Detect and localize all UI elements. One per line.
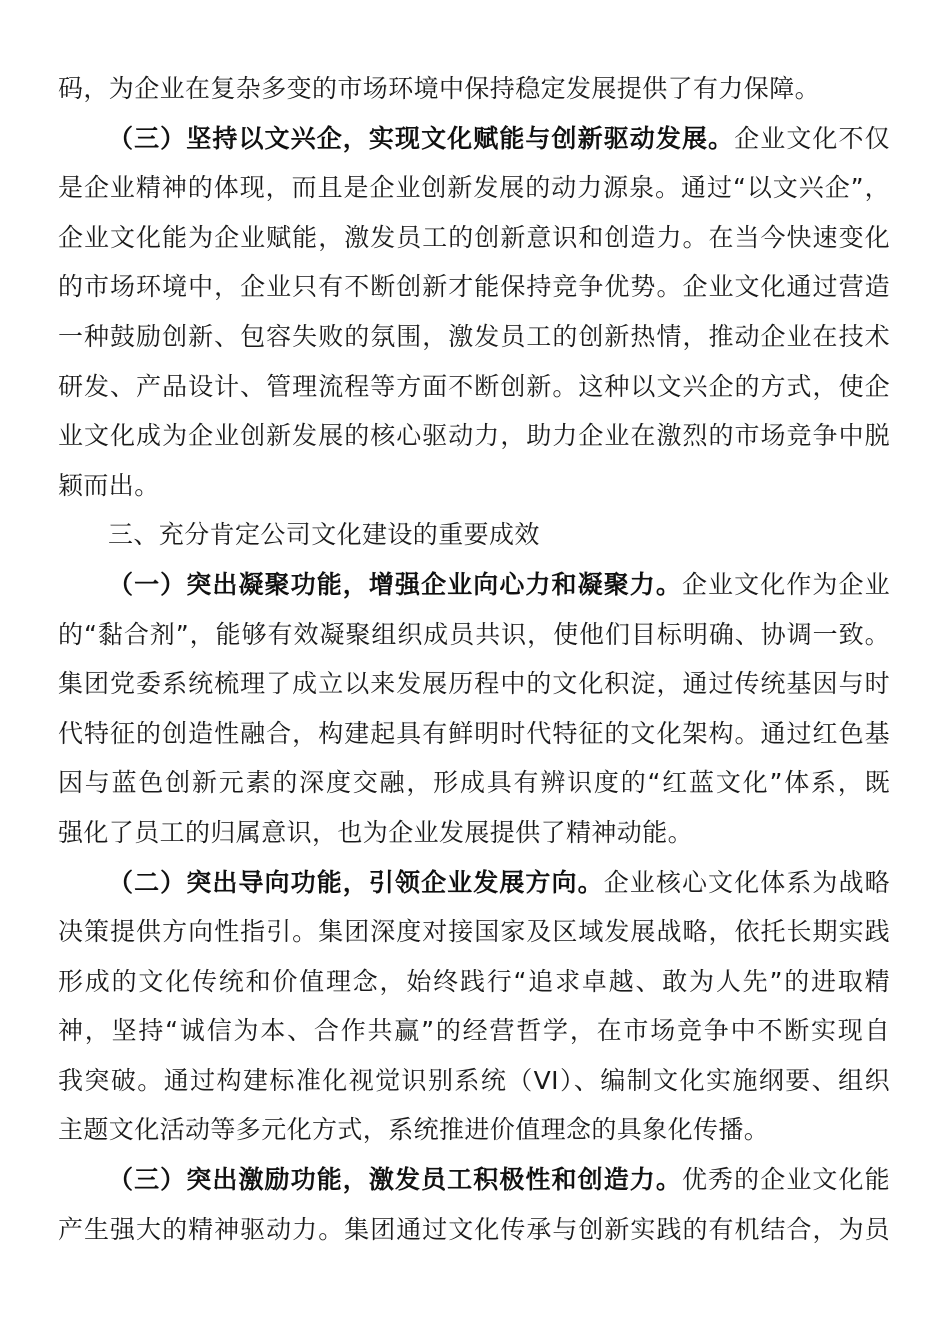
- section-heading-line: [58, 560, 890, 610]
- paragraph-line: 是企业精神的体现，而且是企业创新发展的动力源泉。通过“以文兴企”，: [58, 173, 890, 203]
- heading-continuation: 企业文化作为企业: [681, 569, 890, 599]
- paragraph-line: 强化了员工的归属意识，也为企业发展提供了精神动能。: [58, 817, 694, 847]
- chapter-heading: 三、充分肯定公司文化建设的重要成效: [108, 520, 540, 550]
- paragraph-line: 我突破。通过构建标准化视觉识别系统（VI）、编制文化实施纲要、组织: [58, 1065, 890, 1095]
- paragraph-line: 码，为企业在复杂多变的市场环境中保持稳定发展提供了有力保障。: [58, 74, 821, 103]
- bold-heading: （一）突出凝聚功能，增强企业向心力和凝聚力。: [108, 569, 682, 599]
- bold-heading: （二）突出导向功能，引领企业发展方向。: [108, 867, 604, 897]
- paragraph-line: 形成的文化传统和价值理念，始终践行“追求卓越、敢为人先”的进取精: [58, 966, 890, 996]
- paragraph-line: 一种鼓励创新、包容失败的氛围，激发员工的创新热情，推动企业在技术: [58, 321, 890, 351]
- paragraph-line: 主题文化活动等多元化方式，系统推进价值理念的具象化传播。: [58, 1115, 770, 1145]
- paragraph-line: 代特征的创造性融合，构建起具有鲜明时代特征的文化架构。通过红色基: [58, 718, 890, 748]
- bold-heading: （三）坚持以文兴企，实现文化赋能与创新驱动发展。: [108, 123, 735, 153]
- paragraph-line: 因与蓝色创新元素的深度交融，形成具有辨识度的“红蓝文化”体系，既: [58, 768, 890, 798]
- paragraph-line: 业文化成为企业创新发展的核心驱动力，助力企业在激烈的市场竞争中脱: [58, 421, 890, 451]
- section-heading-line: [58, 1155, 890, 1205]
- paragraph-line: 颖而出。: [58, 470, 160, 500]
- heading-continuation: 企业文化不仅: [734, 123, 890, 153]
- paragraph-line: 决策提供方向性指引。集团深度对接国家及区域发展战略，依托长期实践: [58, 917, 890, 947]
- paragraph-line: 企业文化能为企业赋能，激发员工的创新意识和创造力。在当今快速变化: [58, 222, 890, 252]
- paragraph-line: 的“黏合剂”，能够有效凝聚组织成员共识，使他们目标明确、协调一致。: [58, 619, 890, 649]
- bold-heading: （三）突出激励功能，激发员工积极性和创造力。: [108, 1165, 682, 1195]
- paragraph-line: 研发、产品设计、管理流程等方面不断创新。这种以文兴企的方式，使企: [58, 371, 890, 401]
- section-heading-line: [58, 114, 890, 164]
- document-body: [58, 64, 890, 1254]
- heading-continuation: 优秀的企业文化能: [681, 1165, 890, 1195]
- paragraph-line: 神，坚持“诚信为本、合作共赢”的经营哲学，在市场竞争中不断实现自: [58, 1016, 890, 1046]
- section-heading-line: [58, 858, 890, 908]
- paragraph-line: 集团党委系统梳理了成立以来发展历程中的文化积淀，通过传统基因与时: [58, 669, 890, 699]
- heading-continuation: 企业核心文化体系为战略: [603, 867, 890, 897]
- paragraph-line: 的市场环境中，企业只有不断创新才能保持竞争优势。企业文化通过营造: [58, 272, 890, 302]
- paragraph-line: 产生强大的精神驱动力。集团通过文化传承与创新实践的有机结合，为员: [58, 1214, 890, 1244]
